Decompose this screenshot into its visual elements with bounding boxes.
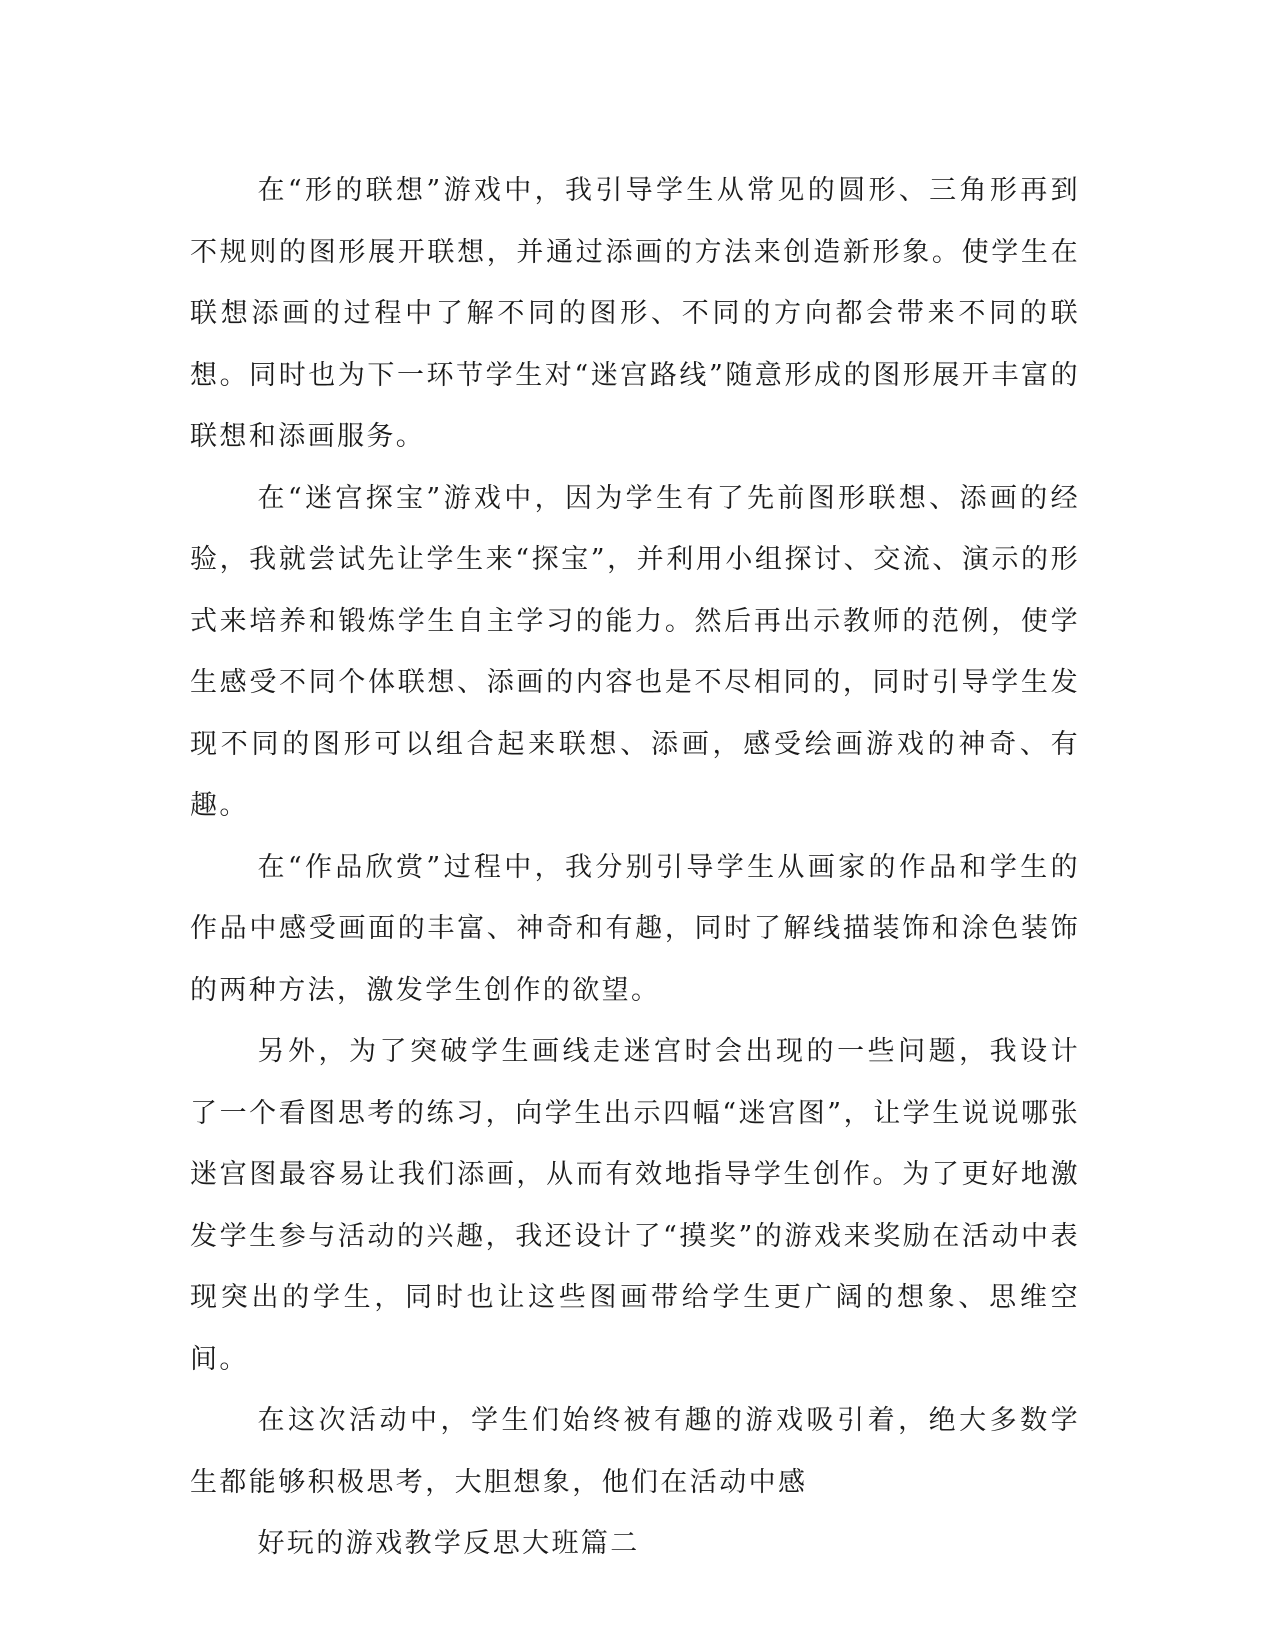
paragraph-artwork-appreciation: 在“作品欣赏”过程中，我分别引导学生从画家的作品和学生的作品中感受画面的丰富、神奇和有趣，同时了解线描装饰和涂色装饰的两种方法，激发学生创作的欲望。 [190,851,1080,1006]
section-heading: 好玩的游戏教学反思大班篇二 [257,1528,640,1559]
paragraph-shape-association: 在“形的联想”游戏中，我引导学生从常见的圆形、三角形再到不规则的图形展开联想，并通过添画的方法来创造新形象。使学生在联想添画的过程中了解不同的图形、不同的方向都会带来不同的联想。同时也为下一环节学生对“迷宫路线”随意形成的图形展开丰富的联想和添画服务。 [190,175,1080,452]
paragraph-maze-treasure: 在“迷宫探宝”游戏中，因为学生有了先前图形联想、添画的经验，我就尝试先让学生来“探宝”，并利用小组探讨、交流、演示的形式来培养和锻炼学生自主学习的能力。然后再出示教师的范例，使学生感受不同个体联想、添画的内容也是不尽相同的，同时引导学生发现不同的图形可以组合起来联想、添画，感受绘画游戏的神奇、有趣。 [190,482,1080,821]
paragraph-activity-summary: 在这次活动中，学生们始终被有趣的游戏吸引着，绝大多数学生都能够积极思考，大胆想象，他们在活动中感 [190,1405,1080,1498]
document-body [190,160,1080,1575]
paragraph-maze-practice: 另外，为了突破学生画线走迷宫时会出现的一些问题，我设计了一个看图思考的练习，向学生出示四幅“迷宫图”，让学生说说哪张迷宫图最容易让我们添画，从而有效地指导学生创作。为了更好地激发学生参与活动的兴趣，我还设计了“摸奖”的游戏来奖励在活动中表现突出的学生，同时也让这些图画带给学生更广阔的想象、思维空间。 [190,1036,1080,1375]
